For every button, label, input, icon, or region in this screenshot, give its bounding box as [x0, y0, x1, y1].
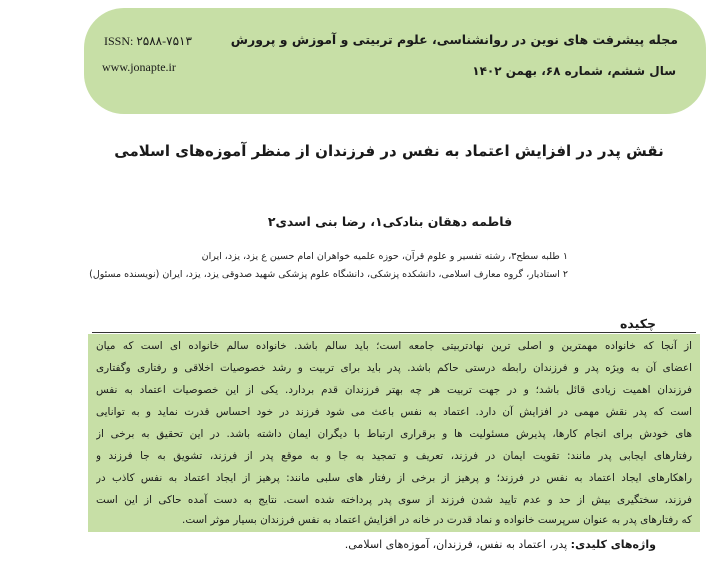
authors: فاطمه دهقان بنادکی۱، رضا بنی اسدی۲	[267, 214, 513, 229]
keywords	[345, 538, 656, 551]
abstract-line: که رفتارهای پدر به عنوان سرپرست خانواده و نماد قدرت در خانه در افزایش اعتماد به نفس فرزندان بسیار موثر است.	[182, 514, 692, 526]
affiliation-1: ۱ طلبه سطح۳، رشته تفسیر و علوم قرآن، حوزه علمیه خواهران امام حسین ع یزد، یزد، ایران	[201, 251, 568, 262]
abstract-line: فرزندان اهمیت زیادی قائل باشد؛ و در جهت تربیت هر چه بهتر فرزندان قدم بردارد. یکی از این خصوصیات اعتماد به نفس	[96, 384, 692, 396]
abstract-line: اعضای آن به ویژه پدر و فرزندان رابطه درستی حاکم باشد. پدر باید برای تربیت و رشد خصوصیات اخلاقی و رفتاری وگفتاری	[96, 362, 692, 374]
abstract-divider	[92, 332, 696, 333]
abstract-line: رفتارهای ایجابی پدر مانند: تقویت ایمان در فرزند، تعریف و تمجید به جا و به موقع پدر از فرزند، تشویق به جا فرزند و	[96, 450, 692, 462]
abstract-line: فرزند، سختگیری بیش از حد و عدم تایید شدن فرزند از سوی پدر پرداخته شده است. نتایج به دست آمده حاکی از این است	[96, 494, 692, 506]
affiliation-2: ۲ استادیار، گروه معارف اسلامی، دانشکده پزشکی، دانشگاه علوم پزشکی شهید صدوقی یزد، یزد، ایران (نویسنده مسئول)	[89, 269, 568, 280]
journal-website-link[interactable]: www.jonapte.ir	[102, 60, 176, 74]
abstract-body	[88, 334, 700, 532]
abstract-line: های خودش برای انجام کارها، پذیرش مسئولیت ها و برقراری ارتباط با دیگران ایمان داشته باشد. در این تحقیق به برخی از	[96, 428, 692, 440]
journal-title: مجله پیشرفت های نوین در روانشناسی، علوم تربیتی و آموزش و پرورش	[230, 32, 678, 47]
keywords-values: پدر، اعتماد به نفس، فرزندان، آموزه‌های اسلامی.	[344, 538, 568, 551]
abstract-line: راهکارهای ایجاد اعتماد به نفس در فرزند؛ و پرهیز از برخی از رفتار های سلبی مانند: پرهیز از ایجاد اعتماد به نفس کاذب در	[96, 472, 692, 484]
abstract-heading: چکیده	[620, 316, 656, 331]
article-title: نقش پدر در افزایش اعتماد به نفس در فرزندان از منظر آموزه‌های اسلامی	[114, 142, 664, 160]
issue-info: سال ششم، شماره ۶۸، بهمن ۱۴۰۲	[472, 64, 676, 78]
journal-header-box	[84, 8, 706, 114]
keywords-label: واژه‌های کلیدی:	[570, 538, 656, 551]
issn: ISSN: ۲۵۸۸-۷۵۱۳	[104, 34, 192, 48]
abstract-line: است که پدر نقش مهمی در افزایش آن دارد. اعتماد به نفس باعث می شود فرزند در خود احساس قدرت نماید و به توانایی	[96, 406, 692, 418]
abstract-line: از آنجا که خانواده مهمترین و اصلی ترین نهادتربیتی جامعه است؛ باید سالم باشد. خانواده سالم خانواده ای است که میان	[96, 340, 692, 352]
